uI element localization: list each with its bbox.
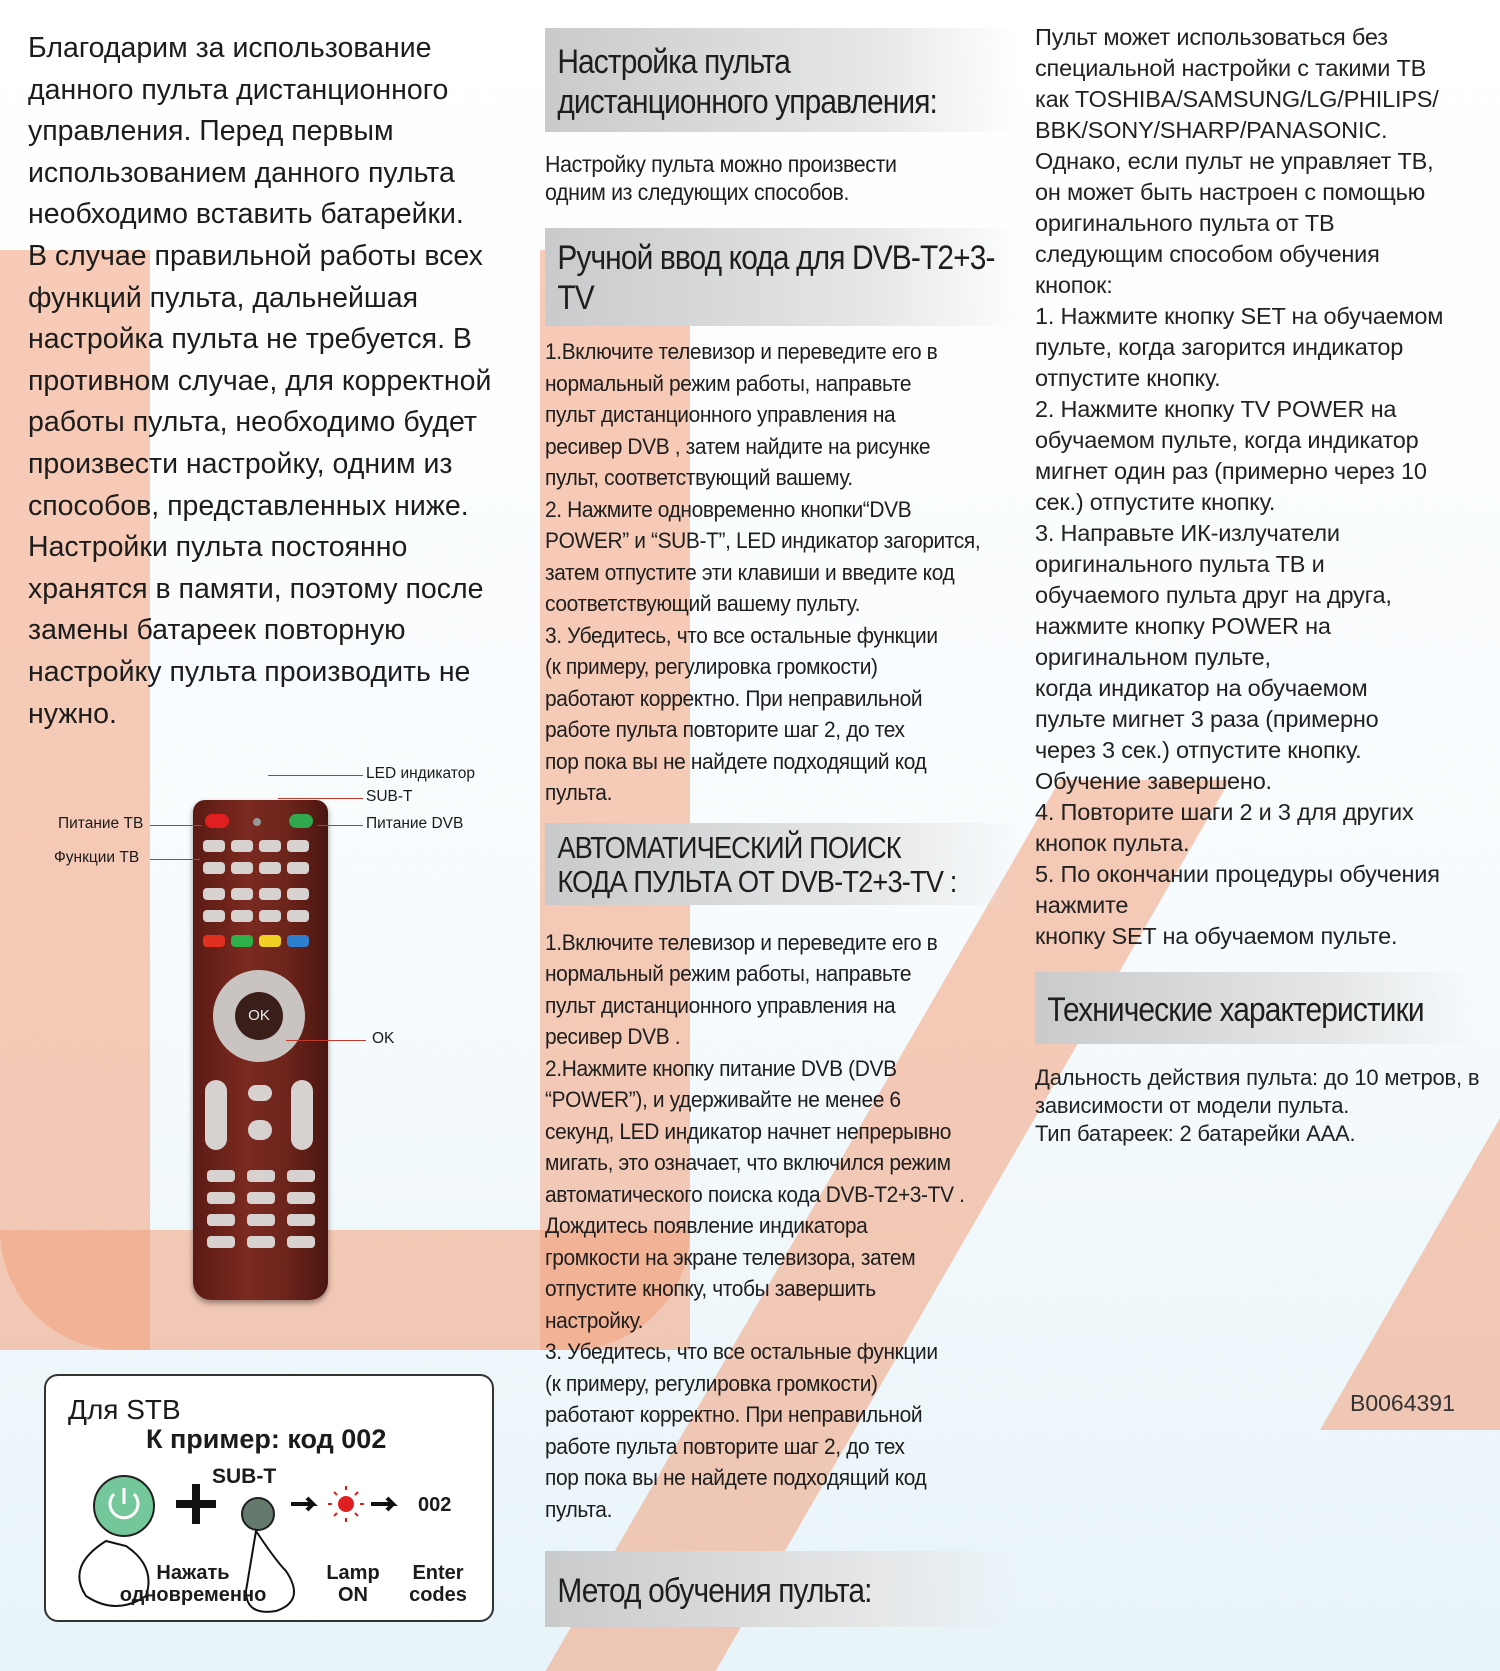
stb-subt-label: SUB-T: [212, 1465, 277, 1488]
intro-line: настройку пульта производить не: [28, 655, 471, 688]
stb-example-box: [44, 1374, 494, 1622]
remote-body: [193, 800, 328, 1300]
section-title-setup: Настройка пульта дистанционного управления:: [545, 28, 1017, 132]
manual-steps: 1.Включите телевизор и переведите его в нормальный режим работы, направьте пульт дистанционного управления на ресивер DVB , затем найдите на рисунке пульт, соответствующий вашему. 2. Нажмите одновременно кнопки“DVB POWER” и “SUB-T”, LED индикатор загорится, затем отпустите эти клавиши и введите код соответствующий вашему пульту. 3. Убедитесь, что все остальные функции (к примеру, регулировка громкости) работают корректно. При неправильной работе пульта повторите шаг 2, до тех пор пока вы не найдете подходящий код пульта.: [545, 339, 981, 805]
arrow-right-icon: [291, 1498, 313, 1510]
ok-button-graphic: OK: [235, 992, 283, 1040]
intro-line: Благодарим за использование: [28, 32, 432, 64]
leader-line: [150, 859, 200, 860]
intro-text: [28, 28, 518, 735]
section-title-auto: АВТОМАТИЧЕСКИЙ ПОИСК КОДА ПУЛЬТА ОТ DVB-T2+3-TV :: [545, 823, 1017, 905]
intro-line: способов, представленных ниже.: [28, 489, 469, 522]
leader-line: [318, 825, 363, 826]
intro-line: замены батареек повторную: [28, 614, 406, 647]
led-indicator-graphic: [253, 818, 261, 826]
product-code: B0064391: [1350, 1390, 1455, 1416]
stb-title: Для STB: [68, 1394, 181, 1425]
intro-line: В случае правильной работы всех: [28, 239, 483, 272]
specs-text: Дальность действия пульта: до 10 метров, в зависимости от модели пульта. Тип батареек: 2 батарейки AAA.: [1035, 1065, 1480, 1146]
subt-button-icon: [242, 1498, 274, 1530]
intro-line: нужно.: [28, 697, 117, 730]
learn-column: [1035, 22, 1495, 1148]
functions-tv-label: Функции ТВ: [54, 849, 140, 866]
enter-caption: Enter codes: [409, 1562, 467, 1606]
led-label: LED индикатор: [366, 765, 475, 782]
intro-line: противном случае, для корректной: [28, 364, 492, 397]
intro-line: произвести настройку, одним из: [28, 447, 453, 480]
leader-line: [268, 775, 363, 776]
power-tv-label: Питание ТВ: [58, 815, 144, 832]
intro-line: хранятся в памяти, поэтому после: [28, 572, 484, 605]
setup-column: [545, 28, 1020, 1627]
section-title-learn: Метод обучения пульта:: [545, 1551, 1017, 1627]
section-title-specs: Технические характеристики: [1035, 972, 1472, 1044]
learn-steps: Пульт может использоваться без специальной настройки с такими ТВ как TOSHIBA/SAMSUNG/LG/PHILIPS/ BBK/SONY/SHARP/PANASONIC. Однако, если пульт не управляет ТВ, он может быть настроен с помощью оригинального пульта от ТВ следующим способом обучения кнопок: 1. Нажмите кнопку SET на обучаемом пульте, когда загорится индикатор отпустите кнопку. 2. Нажмите кнопку TV POWER на обучаемом пульте, когда индикатор мигнет один раз (примерно через 10 сек.) отпустите кнопку. 3. Направьте ИК-излучатели оригинального пульта ТВ и обучаемого пульта друг на друга, нажмите кнопку POWER на оригинальном пульте, когда индикатор на обучаемом пульте мигнет 3 раза (примерно через 3 сек.) отпустите кнопку. Обучение завершено. 4. Повторите шаги 2 и 3 для других кнопок пульта. 5. По окончании процедуры обучения нажмите кнопку SET на обучаемом пульте.: [1035, 24, 1444, 949]
intro-line: работы пульта, необходимо будет: [28, 406, 477, 439]
setup-lead: Настройку пульта можно произвести одним из следующих способов.: [545, 151, 897, 205]
intro-line: управления. Перед первым: [28, 115, 394, 148]
lamp-icon: [338, 1496, 354, 1512]
intro-line: необходимо вставить батарейки.: [28, 198, 464, 231]
arrow-right-icon: [371, 1498, 393, 1510]
remote-illustration: [28, 765, 518, 1325]
power-icon: [94, 1476, 154, 1536]
stb-example: К пример: код 002: [146, 1424, 387, 1454]
section-title-manual: Ручной ввод кода для DVB-T2+3-TV: [545, 228, 1017, 326]
leader-line: [150, 825, 202, 826]
intro-line: использованием данного пульта: [28, 156, 455, 189]
stb-code: 002: [418, 1494, 452, 1516]
subt-label: SUB-T: [366, 788, 413, 805]
intro-line: данного пульта дистанционного: [28, 73, 449, 106]
ok-label: OK: [372, 1030, 395, 1047]
intro-line: Настройки пульта постоянно: [28, 531, 408, 564]
auto-steps: 1.Включите телевизор и переведите его в нормальный режим работы, направьте пульт дистанционного управления на ресивер DVB . 2.Нажмите кнопку питание DVB (DVB “POWER”), и удерживайте не менее 6 секунд, LED индикатор начнет непрерывно мигать, это означает, что включился режим автоматического поиска кода DVB-T2+3-TV . Дождитесь появление индикатора громкости на экране телевизора, затем отпустите кнопку, чтобы завершить настройку. 3. Убедитесь, что все остальные функции (к примеру, регулировка громкости) работают корректно. При неправильной работе пульта повторите шаг 2, до тех пор пока вы не найдете подходящий код пульта.: [545, 929, 965, 1522]
tv-power-button-graphic: [205, 814, 229, 828]
leader-line: [286, 1040, 366, 1041]
dvb-power-button-graphic: [289, 814, 313, 828]
power-dvb-label: Питание DVB: [366, 815, 464, 832]
intro-line: функций пульта, дальнейшая: [28, 281, 419, 314]
intro-line: настройка пульта не требуется. В: [28, 323, 472, 356]
lamp-caption: Lamp ON: [326, 1562, 380, 1606]
leader-line: [278, 798, 363, 799]
press-caption: Нажать одновременно: [119, 1562, 267, 1606]
